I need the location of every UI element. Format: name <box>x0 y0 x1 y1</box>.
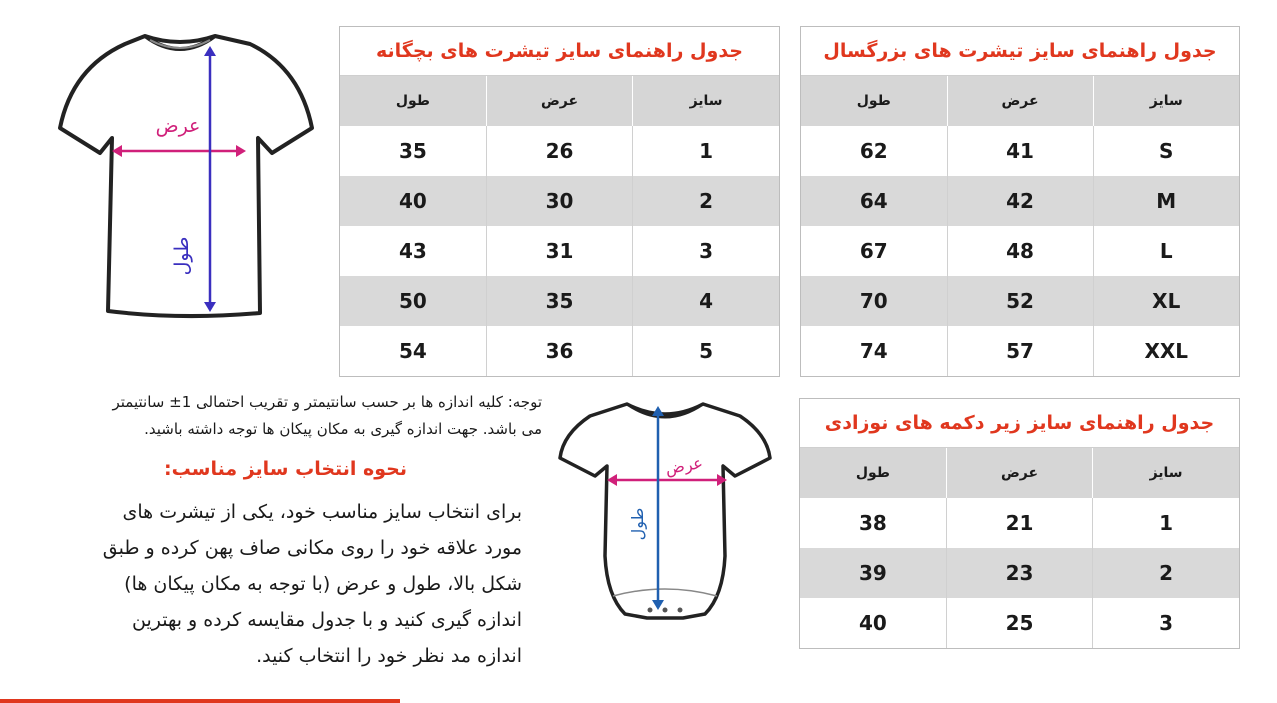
accent-bar <box>0 699 400 703</box>
adult-header-length: طول <box>801 76 947 126</box>
baby-cell-length: 40 <box>858 611 887 635</box>
onesie-length-label: طول <box>628 507 647 541</box>
table-row <box>340 226 779 276</box>
table-row <box>800 548 1239 598</box>
guide-line: برای انتخاب سایز مناسب خود، یکی از تیشرت های <box>122 501 522 523</box>
adult-cell-length: 74 <box>859 339 888 363</box>
baby-header-width: عرض <box>946 448 1092 498</box>
baby-header-size: سایز <box>1093 448 1239 498</box>
adult-cell-length: 64 <box>801 176 947 226</box>
kids-cell-length: 35 <box>398 139 427 163</box>
table-row <box>340 176 779 226</box>
guide-line: اندازه گیری کنید و با جدول مقایسه کرده و بهترین <box>131 609 522 631</box>
adult-cell-length: 67 <box>859 239 888 263</box>
adult-cell-size: S <box>1093 126 1239 176</box>
table-row <box>800 498 1239 548</box>
table-row <box>801 326 1239 376</box>
kids-cell-width: 36 <box>486 326 632 376</box>
table-row <box>340 126 779 176</box>
kids-size-table <box>339 26 780 377</box>
note-line-1: توجه: کلیه اندازه ها بر حسب سانتیمتر و تقریب احتمالی 1± سانتیمتر <box>112 393 542 411</box>
table-row <box>801 226 1239 276</box>
baby-cell-size: 2 <box>1093 548 1239 598</box>
table-row <box>801 176 1239 226</box>
kids-header-size: سایز <box>633 76 779 126</box>
note-line-2: می باشد. جهت اندازه گیری به مکان پیکان ها توجه داشته باشید. <box>144 420 542 438</box>
kids-cell-width: 31 <box>486 226 632 276</box>
adult-cell-size: XXL <box>1093 326 1239 376</box>
kids-cell-size: 1 <box>633 126 779 176</box>
tshirt-width-label: عرض <box>155 115 201 137</box>
adult-cell-size: M <box>1093 176 1239 226</box>
kids-header-width: عرض <box>486 76 632 126</box>
kids-cell-size: 4 <box>633 276 779 326</box>
howto-title: نحوه انتخاب سایز مناسب: <box>164 458 407 480</box>
kids-cell-size: 5 <box>633 326 779 376</box>
table-row <box>340 326 779 376</box>
kids-cell-length: 43 <box>398 239 427 263</box>
kids-cell-size: 3 <box>633 226 779 276</box>
baby-cell-width: 21 <box>946 498 1092 548</box>
adult-cell-size: XL <box>1093 276 1239 326</box>
size-guide-text <box>42 494 522 674</box>
table-row <box>340 276 779 326</box>
adult-cell-length: 62 <box>859 139 888 163</box>
onesie-width-label: عرض <box>663 452 705 479</box>
adult-header-size: سایز <box>1093 76 1239 126</box>
adult-cell-width: 42 <box>947 176 1093 226</box>
adult-header-width: عرض <box>947 76 1093 126</box>
kids-cell-length: 54 <box>398 339 427 363</box>
guide-line: مورد علاقه خود را روی مکانی صاف پهن کرده و طبق <box>102 537 522 559</box>
kids-cell-length: 50 <box>340 276 486 326</box>
baby-size-table <box>799 398 1240 649</box>
adult-cell-size: L <box>1093 226 1239 276</box>
baby-cell-width: 23 <box>946 548 1092 598</box>
table-row <box>801 276 1239 326</box>
baby-cell-size: 3 <box>1093 598 1239 648</box>
guide-line: اندازه مد نظر خود را انتخاب کنید. <box>256 645 522 667</box>
baby-header-length: طول <box>800 448 946 498</box>
kids-header-length: طول <box>340 76 486 126</box>
kids-cell-width: 35 <box>486 276 632 326</box>
tshirt-diagram <box>50 28 330 323</box>
adult-cell-length: 70 <box>801 276 947 326</box>
kids-table-title: جدول راهنمای سایز تیشرت های بچگانه <box>340 27 779 76</box>
kids-cell-width: 30 <box>486 176 632 226</box>
baby-cell-size: 1 <box>1093 498 1239 548</box>
baby-table-title: جدول راهنمای سایز زیر دکمه های نوزادی <box>800 399 1239 448</box>
onesie-diagram <box>555 396 775 641</box>
kids-cell-size: 2 <box>633 176 779 226</box>
adult-cell-width: 57 <box>947 326 1093 376</box>
adult-table-title: جدول راهنمای سایز تیشرت های بزرگسال <box>801 27 1239 76</box>
table-row <box>801 126 1239 176</box>
measurement-note <box>22 389 542 443</box>
baby-cell-width: 25 <box>946 598 1092 648</box>
guide-line: شکل بالا، طول و عرض (با توجه به مکان پیکان ها) <box>124 573 522 595</box>
adult-cell-width: 48 <box>947 226 1093 276</box>
adult-size-table <box>800 26 1240 377</box>
tshirt-length-label: طول <box>171 236 193 276</box>
onesie-outline <box>560 404 770 618</box>
adult-cell-width: 41 <box>947 126 1093 176</box>
baby-cell-length: 39 <box>800 548 946 598</box>
table-row <box>800 598 1239 648</box>
baby-cell-length: 38 <box>858 511 887 535</box>
kids-cell-width: 26 <box>486 126 632 176</box>
kids-cell-length: 40 <box>340 176 486 226</box>
adult-cell-width: 52 <box>947 276 1093 326</box>
